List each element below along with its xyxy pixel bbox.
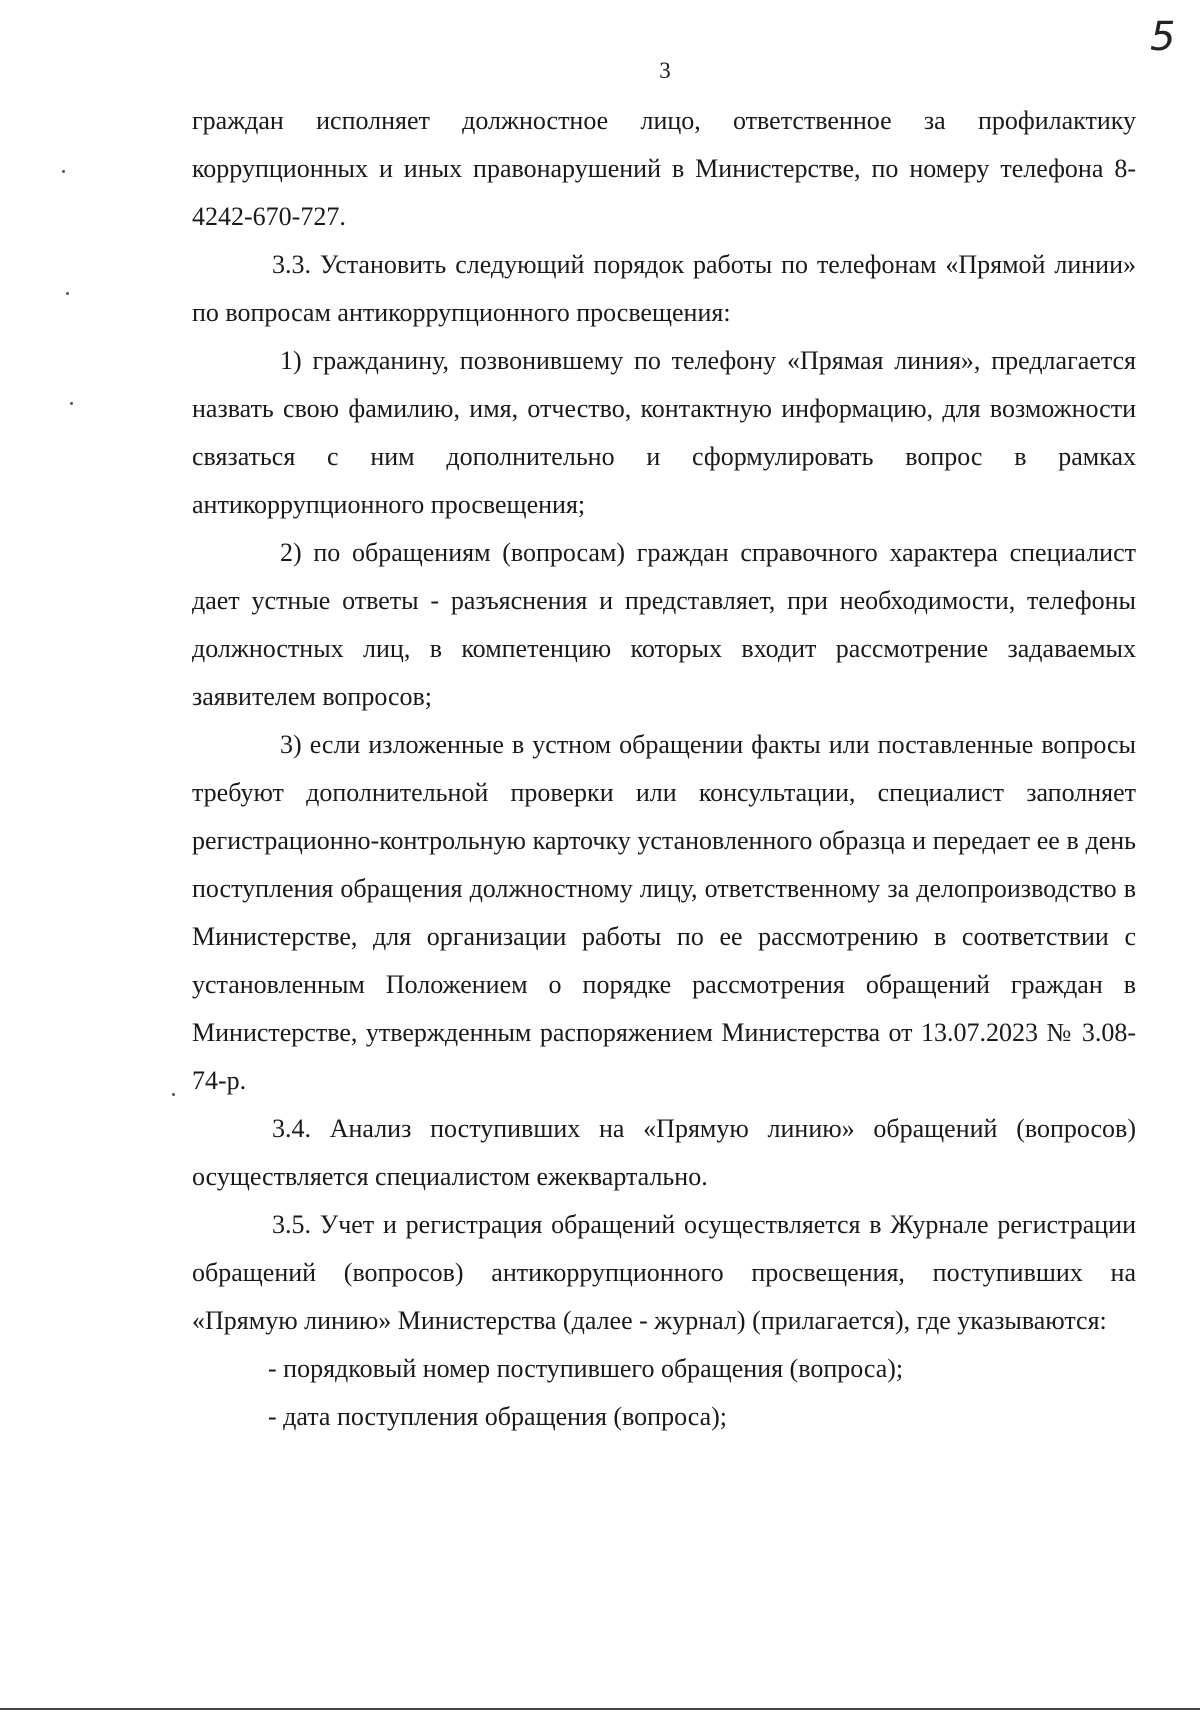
scan-speck — [62, 170, 65, 173]
scan-bottom-edge — [0, 1708, 1200, 1710]
paragraph-item-1: 1) гражданину, позвонившему по телефону «Прямая линия», предлагается назвать свою фамилию, имя, отчество, контактную информацию, для возможности связаться с ним дополнительно и сформулировать вопрос в рамках антикоррупционного просвещения; — [192, 346, 1136, 519]
list-item-receipt-date: - дата поступления обращения (вопроса); — [268, 1402, 728, 1431]
scan-speck — [172, 1093, 175, 1096]
paragraph-3-4: 3.4. Анализ поступивших на «Прямую линию» обращений (вопросов) осуществляется специалистом ежеквартально. — [192, 1114, 1136, 1191]
list-item-order-number: - порядковый номер поступившего обращения (вопроса); — [268, 1354, 904, 1383]
paragraph-item-3: 3) если изложенные в устном обращении факты или поставленные вопросы требуют дополнительной проверки или консультации, специалист заполняет регистрационно-контрольную карточку установленного образца и передает ее в день поступления обращения должностному лицу, ответственному за делопроизводство в Министерстве, для организации работы по ее рассмотрению в соответствии с установленным Положением о порядке рассмотрения обращений граждан в Министерстве, утвержденным распоряжением Министерства от 13.07.2023 № 3.08-74-р. — [192, 730, 1136, 1095]
paragraph-continuation: граждан исполняет должностное лицо, ответственное за профилактику коррупционных и иных правонарушений в Министерстве, по номеру телефона 8-4242-670-727. — [192, 106, 1136, 231]
paragraph-3-3: 3.3. Установить следующий порядок работы по телефонам «Прямой линии» по вопросам антикоррупционного просвещения: — [192, 250, 1136, 327]
scan-speck — [66, 292, 69, 295]
paragraph-item-2: 2) по обращениям (вопросам) граждан справочного характера специалист дает устные ответы - разъяснения и представляет, при необходимости, телефоны должностных лиц, в компетенцию которых входит рассмотрение задаваемых заявителем вопросов; — [192, 538, 1136, 711]
scan-speck — [70, 402, 73, 405]
paragraph-3-5: 3.5. Учет и регистрация обращений осуществляется в Журнале регистрации обращений (вопросов) антикоррупционного просвещения, поступивших на «Прямую линию» Министерства (далее - журнал) (прилагается), где указываются: — [192, 1210, 1136, 1335]
handwritten-page-mark: 5 — [1150, 14, 1176, 60]
page-number: 3 — [659, 58, 671, 83]
document-body — [192, 97, 1136, 1441]
